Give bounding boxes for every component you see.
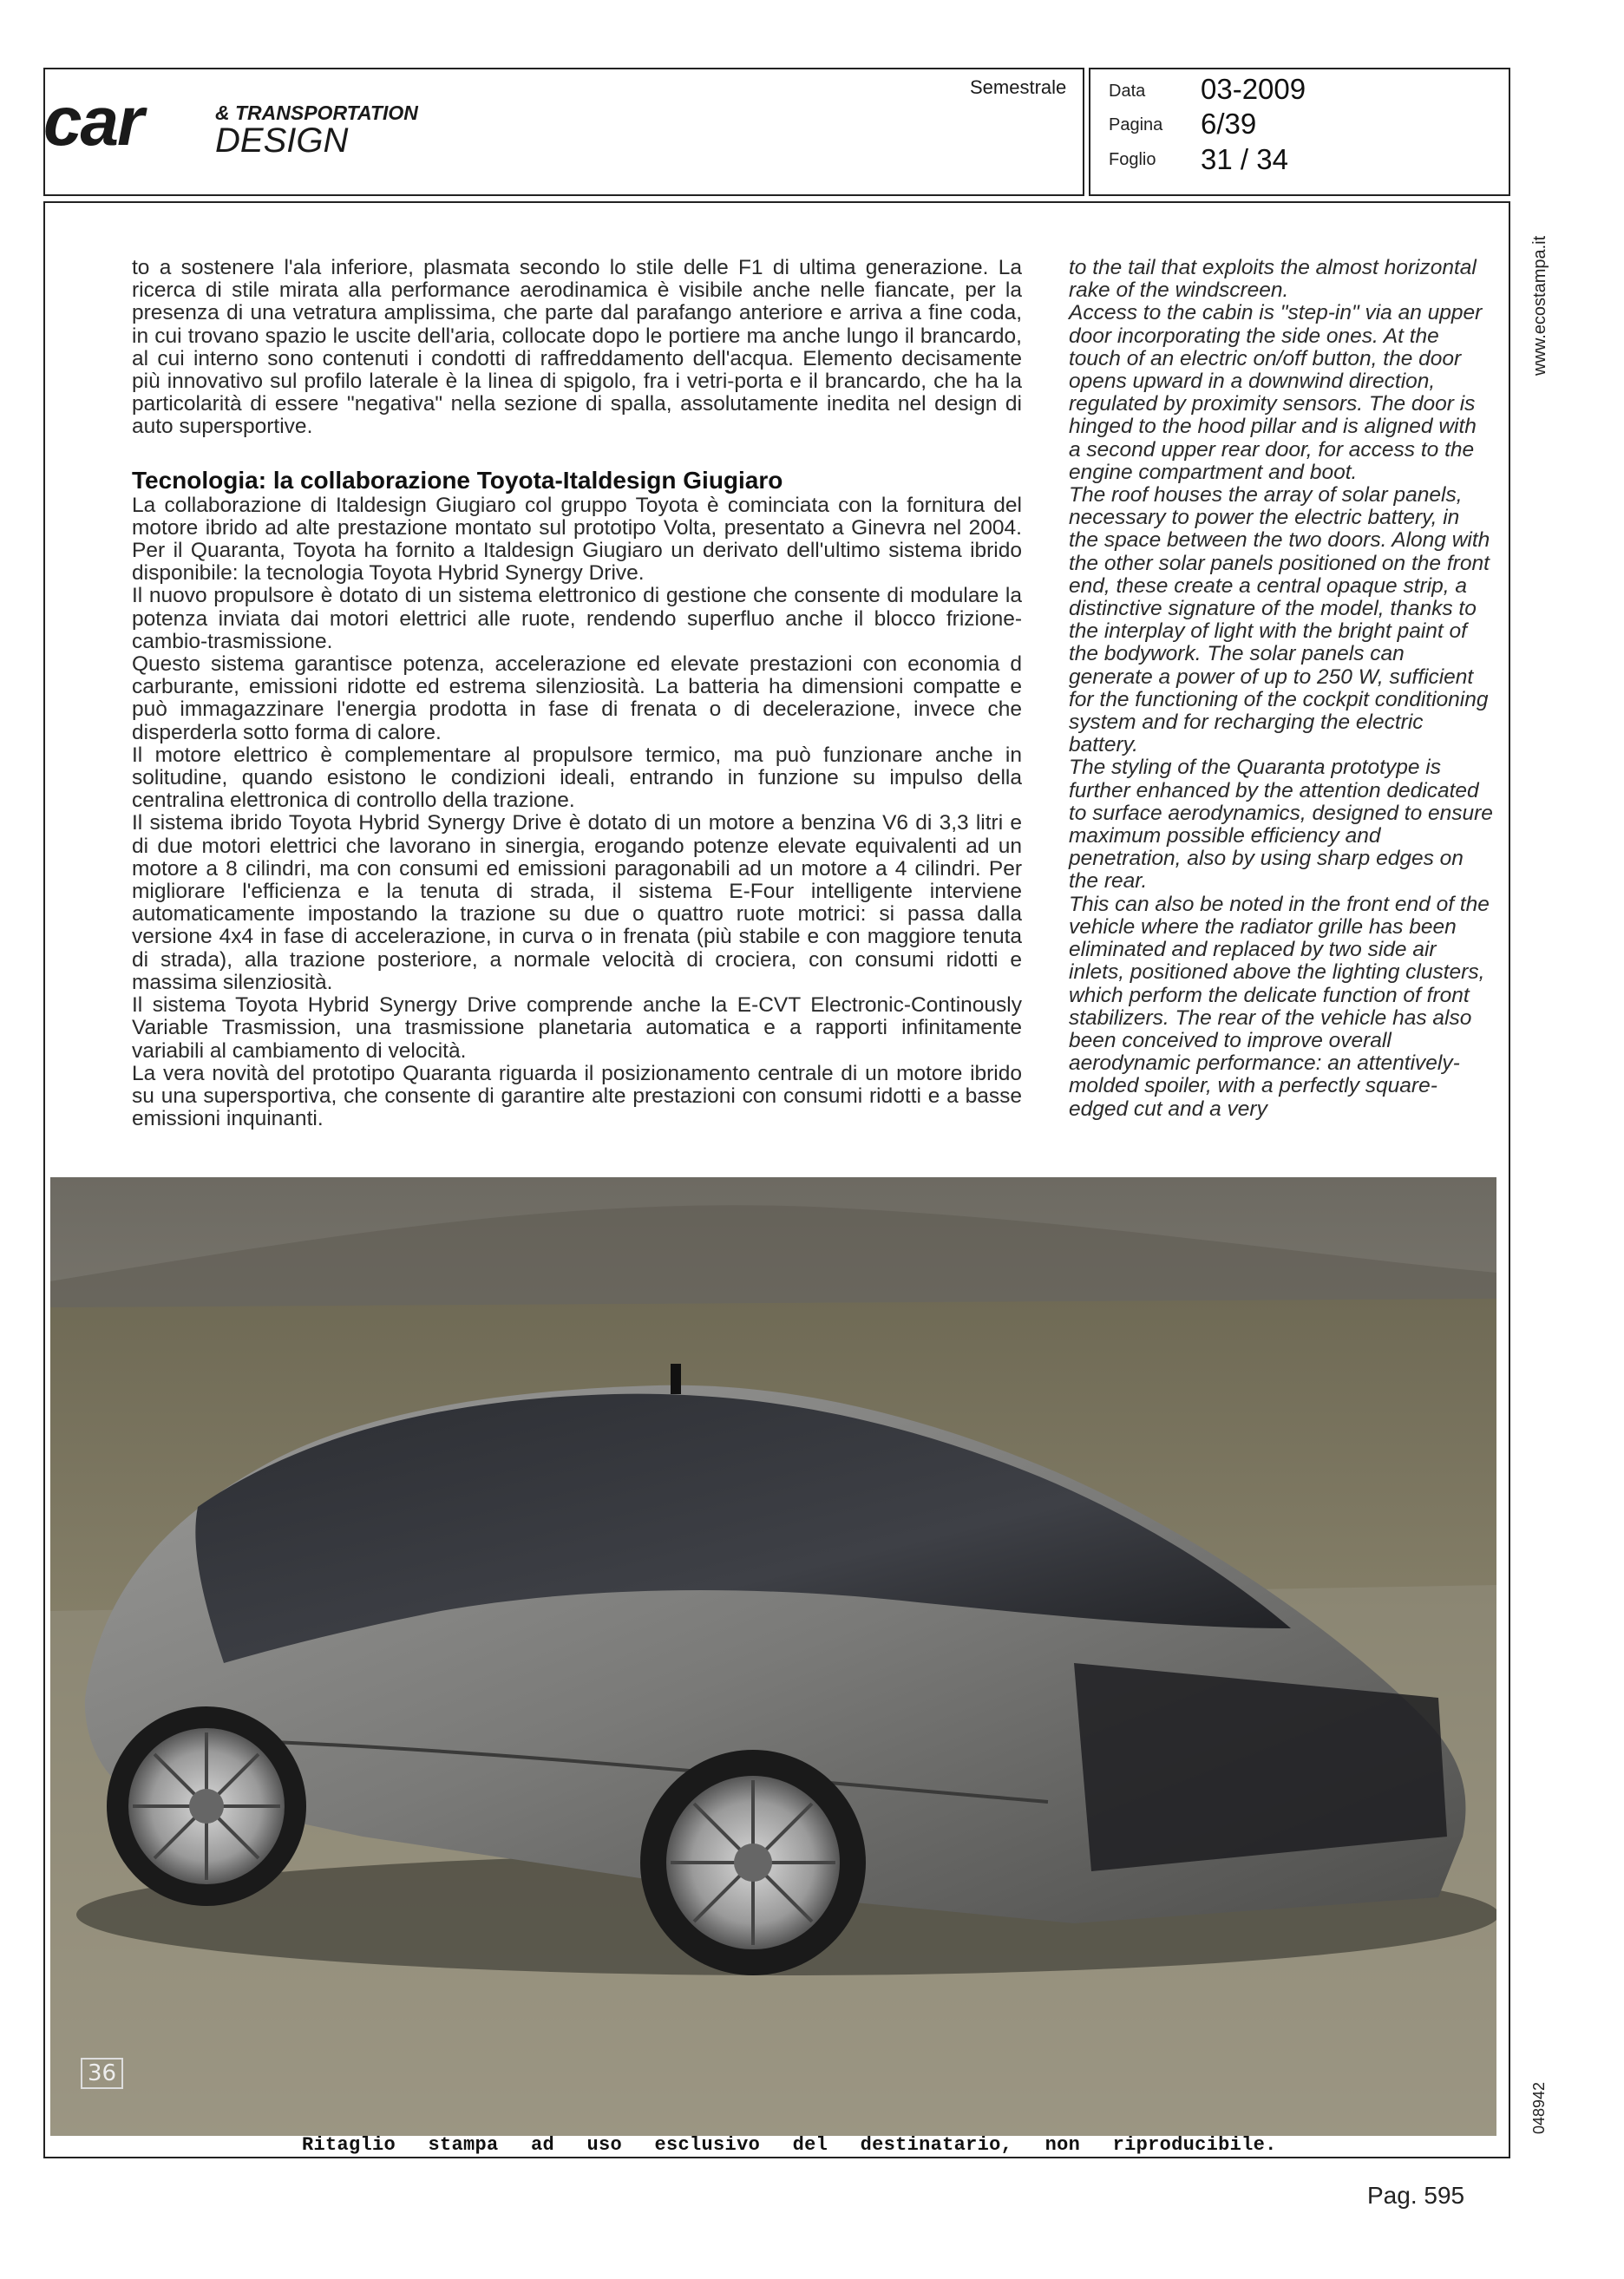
page-number-badge: 36: [81, 2058, 123, 2089]
magazine-logo-design: DESIGN: [215, 121, 349, 160]
meta-value-data: 03-2009: [1201, 73, 1306, 105]
periodicity-label: Semestrale: [970, 76, 1067, 98]
paragraph: The roof houses the array of solar panels, necessary to power the electric battery, in the space between the two doors. Along with the other solar panels positioned on the front end, these create a central opaque strip, a distinctive signature of the model, thanks to the interplay of light with the bright paint of the bodywork. The solar panels can generate a power of up to 250 W, sufficient for the functioning of the cockpit conditioning system and for recharging the electric battery.: [1069, 483, 1490, 757]
magazine-logo: car: [43, 82, 143, 160]
magazine-logo-subtitle: & TRANSPORTATION: [215, 102, 418, 124]
side-url-text: www.ecostampa.it: [1530, 235, 1549, 376]
car-photo: [50, 1177, 1496, 2136]
paragraph: Il sistema ibrido Toyota Hybrid Synergy Drive è dotato di un motore a benzina V6 di 3,3 litri e di due motori elettrici che lavorano in sinergia, erogando potenze elevate equivalenti ad un motore a 8 cilindri, ma con consumi ed emissioni paragonabili ad un motore a 4 cilindri. Per migliorare l'efficienza e la tenuta di strada, il sistema E-Four intelligente interviene automaticamente impostando la trazione su due o quattro ruote motrici: si passa dalla versione 4x4 in fase di accelerazione, in curva o in frenata (più stabile e con maggiore tenuta di strada), alla trazione posteriore, a normale velocità di crociera, con consumi ridotti e massima silenziosità.: [132, 811, 1022, 994]
paragraph: This can also be noted in the front end of the vehicle where the radiator grille has been eliminated and replaced by two side air inlets, positioned above the lighting clusters, which perform the delicate function of front stabilizers. The rear of the vehicle has also been conceived to improve overall aerodynamic performance: an attentively-molded spoiler, with a perfectly square-edged cut and a very: [1069, 892, 1490, 1121]
page-label: Pag. 595: [1367, 2182, 1465, 2209]
paragraph: Il sistema Toyota Hybrid Synergy Drive comprende anche la E-CVT Electronic-Continously Variable Trasmission, una trasmissione planetaria automatica e a rapporti infinitamente variabili al cambiamento di velocità.: [132, 993, 1022, 1063]
paragraph: Il motore elettrico è complementare al propulsore termico, ma può funzionare anche in solitudine, quando esistono le condizioni ideali, entrando in funzione su impulso della centralina elettronica di controllo della trazione.: [132, 743, 1022, 813]
clipping-notice: Ritaglio stampa ad uso esclusivo del destinatario, non riproducibile.: [302, 2134, 1277, 2156]
meta-label-foglio: Foglio: [1109, 150, 1156, 169]
article-column-italian: [132, 257, 1022, 1130]
section-heading: Tecnologia: la collaborazione Toyota-Italdesign Giugiaro: [132, 466, 783, 494]
paragraph: La collaborazione di Italdesign Giugiaro col gruppo Toyota è cominciata con la fornitura del motore ibrido ad alte prestazione montato sul prototipo Volta, presentato a Ginevra nel 2004. Per il Quaranta, Toyota ha fornito a Italdesign Giugiaro un derivato dell'ultimo sistema ibrido disponibile: la tecnologia Toyota Hybrid Synergy Drive.: [132, 493, 1022, 586]
paragraph: to a sostenere l'ala inferiore, plasmata secondo lo stile delle F1 di ultima generazione. La ricerca di stile mirata alla performance aerodinamica è visibile anche nelle fiancate, per la presenza di una vetratura amplissima, che parte dal parafango anteriore e arriva a fine coda, in cui trovano spazio le uscite dell'aria, collocate dopo le portiere ma anche lungo il brancardo, al cui interno sono contenuti i condotti di raffreddamento dell'acqua. Elemento decisamente più innovativo sul profilo laterale è la linea di spigolo, fra i vetri-porta e il brancardo, che ha la particolarità di essere "negativa" nella sezione di spalla, assolutamente inedita nel design di auto supersportive.: [132, 256, 1022, 439]
meta-label-data: Data: [1109, 82, 1146, 101]
paragraph: Access to the cabin is "step-in" via an upper door incorporating the side ones. At the touch of an electric on/off button, the door opens upward in a downwind direction, regulated by proximity sensors. The door is hinged to the hood pillar and is aligned with a second upper rear door, for access to the engine compartment and boot.: [1069, 301, 1483, 484]
article-column-english: [1069, 257, 1494, 1121]
meta-label-pagina: Pagina: [1109, 115, 1163, 134]
meta-value-foglio: 31 / 34: [1201, 143, 1288, 175]
paragraph: La vera novità del prototipo Quaranta riguarda il posizionamento centrale di un motore ibrido su una supersportiva, che consente di garantire alte prestazioni con consumi ridotti e a basse emissioni inquinanti.: [132, 1061, 1022, 1131]
paragraph: The styling of the Quaranta prototype is further enhanced by the attention dedicated to surface aerodynamics, designed to ensure maximum possible efficiency and penetration, also by using sharp edges on the rear.: [1069, 756, 1493, 894]
paragraph: to the tail that exploits the almost horizontal rake of the windscreen.: [1069, 256, 1477, 303]
meta-value-pagina: 6/39: [1201, 108, 1257, 140]
header-box: [43, 68, 1084, 196]
paragraph: Questo sistema garantisce potenza, accelerazione ed elevate prestazioni con economia d carburante, emissioni ridotte ed estrema silenziosità. La batteria ha dimensioni compatte e può immagazzinare l'energia prodotta in fase di frenata o di decelerazione, invece che disperderla sotto forma di calore.: [132, 652, 1022, 744]
side-code-text: 048942: [1530, 2081, 1548, 2134]
paragraph: Il nuovo propulsore è dotato di un sistema elettronico di gestione che consente di modulare la potenza inviata dai motori elettrici alle ruote, rendendo superfluo anche il blocco frizione-cambio-trasmissione.: [132, 584, 1022, 653]
